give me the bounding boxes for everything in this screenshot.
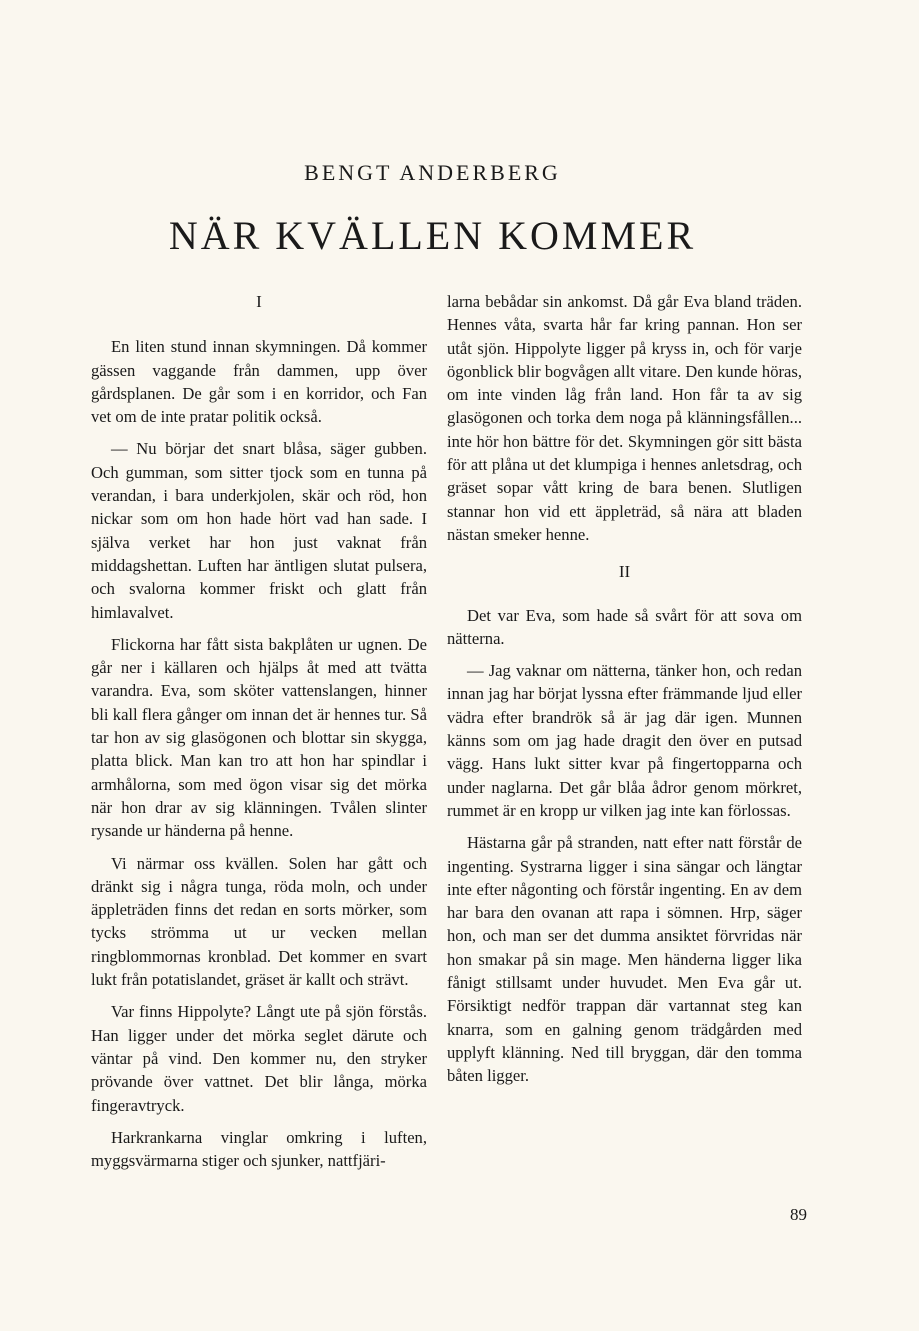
paragraph: — Jag vaknar om nätterna, tänker hon, och redan innan jag har börjat lyssna efter främmande ljud eller vädra efter brandrök så är jag där igen. Munnen känns som om jag hade dragit den över en putsad vägg. Hans lukt sitter kvar på fingertopparna och under naglarna. Det går blåa ådror genom mörkret, rummet är en kropp ur vilken jag inte kan förlossas. — [447, 661, 802, 820]
paragraph: Det var Eva, som hade så svårt för att sova om nätterna. — [447, 605, 802, 648]
paragraph: — Nu börjar det snart blåsa, säger gubben. Och gumman, som sitter tjock som en tunna på verandan, i bara underkjolen, skär och röd, hon nickar som om hon hade hört vad han sade. I själva verket har hon just vaknat från middagshettan. Luften har äntligen slutat pulsera, och svalorna kommer friskt och glatt från himlavalvet. — [91, 439, 427, 622]
left-column — [91, 290, 427, 1181]
paragraph: Flickorna har fått sista bakplåten ur ugnen. De går ner i källaren och hjälps åt med att tvätta varandra. Eva, som sköter vattenslangen, hinner bli kall flera gånger om innan det är hennes tur. Så tar hon av sig glasögonen och blottar sin skygga, platta blick. Man kan tro att hon har spindlar i armhålorna, som med ögon visar sig det mörka när hon drar av sig klänningen. Tvålen slinter rysande ur händerna på henne. — [91, 634, 427, 841]
paragraph: Var finns Hippolyte? Långt ute på sjön förstås. Han ligger under det mörka seglet därute och väntar på vind. Den kommer nu, den stryker prövande över vattnet. Det blir långa, mörka fingeravtryck. — [91, 1002, 427, 1115]
paragraph: En liten stund innan skymningen. Då kommer gässen vaggande från dammen, upp över gårdsplanen. De går som i en korridor, och Fan vet om de inte pratar politik också. — [91, 337, 427, 427]
paragraph: larna bebådar sin ankomst. Då går Eva bland träden. Hennes våta, svarta hår far kring pannan. Hon ser utåt sjön. Hippolyte ligger på kryss in, och för varje ögonblick blir bogvågen allt vitare. Den kunde höras, om inte vinden låg från land. Hon får ta av sig glasögonen och torka dem noga på klänningsfållen... inte hör hon bättre för det. Skymningen gör sitt bästa för att plåna ut det klumpiga i hennes anletsdrag, och gräset sopar vått kring de bara benen. Slutligen stannar hon vid ett äppleträd, så nära att bladen nästan smeker henne. — [447, 292, 802, 544]
paragraph: Vi närmar oss kvällen. Solen har gått och dränkt sig i några tunga, röda moln, och under äppleträden finns det redan en sorts mörker, som tycks strömma ut ur vecken mellan ringblommornas kronblad. Det kommer en svart lukt från potatislandet, gräset är kallt och strävt. — [91, 853, 427, 990]
right-column — [447, 290, 802, 1097]
page-number: 89 — [790, 1205, 807, 1224]
paragraph: Harkrankarna vinglar omkring i luften, myggsvärmarna stiger och sjunker, nattfjäri- — [91, 1127, 427, 1171]
section-heading-1: I — [256, 292, 262, 311]
author-name: BENGT ANDERBERG — [304, 160, 561, 185]
section-heading-2: II — [618, 562, 631, 582]
paragraph: Hästarna går på stranden, natt efter natt förstår de ingenting. Systrarna ligger i sina sängar och längtar inte efter någonting och förstår ingenting. En av dem har bara den ovanan att rapa i sömnen. Hrp, säger hon, och man ser det dumma ansiktet förvridas när hon smakar på sin mage. Men händerna ligger lika fånigt stillsamt under huvudet. Men Eva går ut. Försiktigt nedför trappan där vartannat steg kan knarra, som en galning genom trädgården med upplyft klänning. Ned till bryggan, där den tomma båten ligger. — [447, 833, 802, 1086]
page-title: NÄR KVÄLLEN KOMMER — [168, 213, 697, 258]
